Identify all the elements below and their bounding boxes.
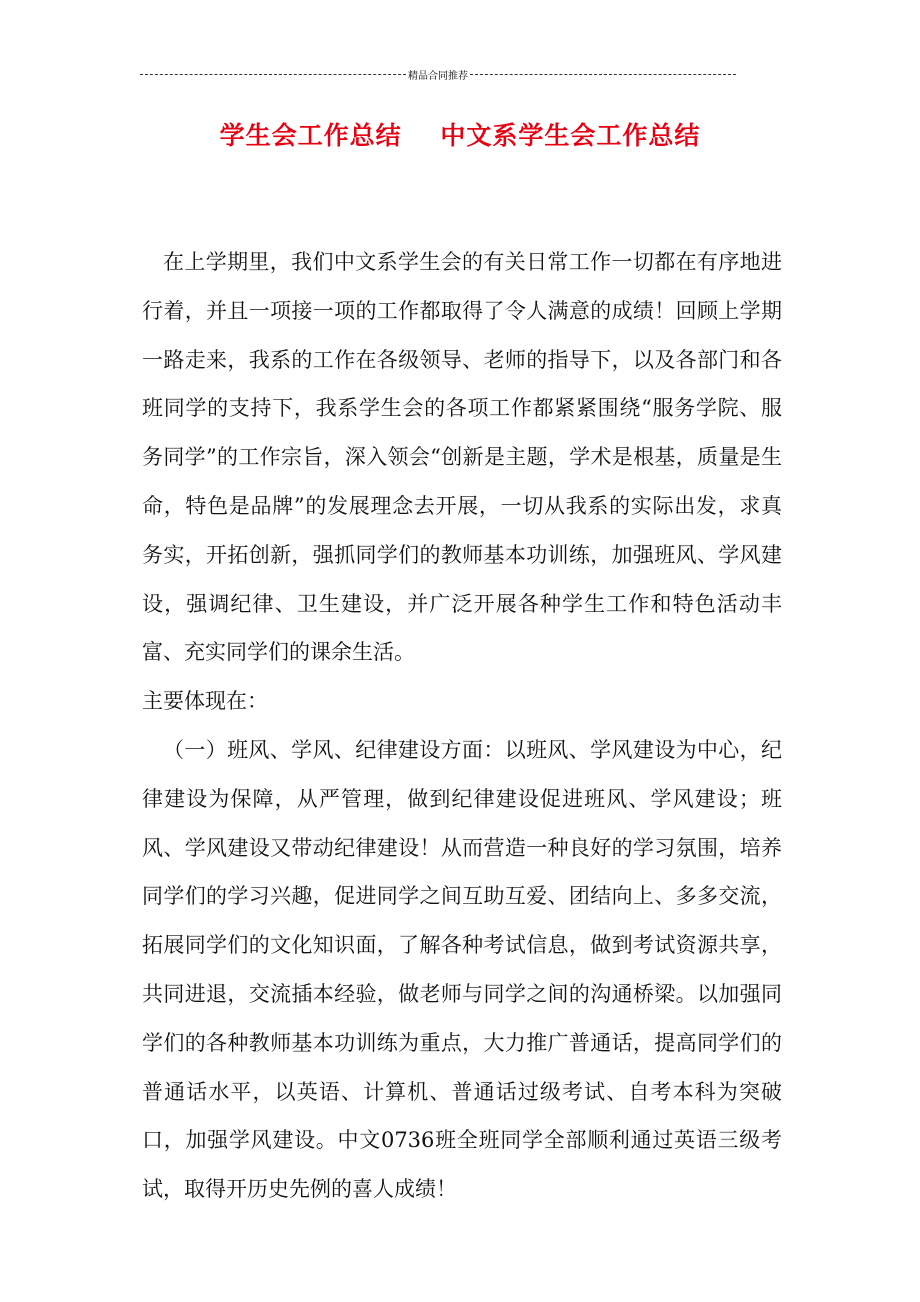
document-title: 学生会工作总结 中文系学生会工作总结: [219, 121, 701, 150]
document-body: [142, 238, 782, 1214]
paragraph-summary-lead: 主要体现在：: [142, 689, 268, 714]
page-header: [140, 64, 736, 84]
paragraph-intro: 在上学期里，我们中文系学生会的有关日常工作一切都在有序地进行着，并且一项接一项的工作都取得了令人满意的成绩！回顾上学期一路走来，我系的工作在各级领导、老师的指导下，以及各部门和各班同学的支持下，我系学生会的各项工作都紧紧围绕“服务学院、服务同学”的工作宗旨，深入领会“创新是主题，学术是根基，质量是生命，特色是品牌”的发展理念去开展，一切从我系的实际出发，求真务实，开拓创新，强抓同学们的教师基本功训练，加强班风、学风建设，强调纪律、卫生建设，并广泛开展各种学生工作和特色活动丰富、充实同学们的课余生活。: [142, 250, 782, 665]
paragraph-section-one: （一）班风、学风、纪律建设方面：以班风、学风建设为中心，纪律建设为保障，从严管理，做到纪律建设促进班风、学风建设；班风、学风建设又带动纪律建设！从而营造一种良好的学习氛围，培养同学们的学习兴趣，促进同学之间互助互爱、团结向上、多多交流，拓展同学们的文化知识面，了解各种考试信息，做到考试资源共享，共同进退，交流插本经验，做老师与同学之间的沟通桥梁。以加强同学们的各种教师基本功训练为重点，大力推广普通话，提高同学们的普通话水平，以英语、计算机、普通话过级考试、自考本科为突破口，加强学风建设。中文0736班全班同学全部顺利通过英语三级考试，取得开历史先例的喜人成绩！: [142, 737, 782, 1202]
header-label: 精品合同推荐: [408, 70, 468, 82]
header-dashed-line-right: [470, 74, 736, 75]
header-dashed-line-left: [140, 74, 406, 75]
